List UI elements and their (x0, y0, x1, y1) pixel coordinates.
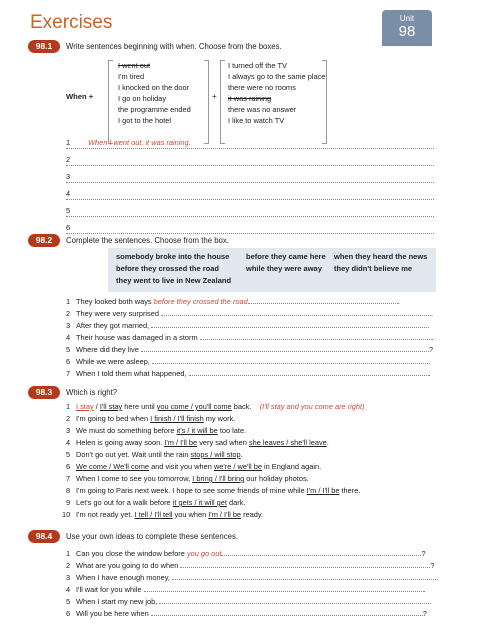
left-bracket-close (204, 60, 209, 144)
right-bracket-close (322, 60, 327, 144)
sentence-text: When I have enough money, (76, 573, 170, 582)
sentence-end: . (397, 297, 400, 306)
answer-text: you go out (186, 549, 222, 558)
choice-item[interactable] (66, 498, 436, 509)
sentence[interactable] (66, 308, 436, 319)
sentence[interactable] (66, 572, 439, 583)
exercise-instruction-2: Complete the sentences. Choose from the box. (66, 236, 229, 245)
sentence-end: . (427, 321, 430, 330)
right-box-item: I always go to the same place (228, 72, 326, 81)
sentence-text: here until (122, 402, 157, 411)
choice-item[interactable] (66, 462, 436, 473)
line-number: 3 (66, 321, 71, 330)
sentence-text: I'm going to Paris next week. I hope to see some friends of mine while (76, 486, 307, 495)
option-text[interactable]: we're / we'll be (213, 462, 262, 471)
line-number: 3 (66, 573, 71, 582)
sentence-text: Will you be here when (76, 609, 149, 618)
sentence-end: . (423, 585, 426, 594)
sentence-text: When I start my new job, (76, 597, 158, 606)
exercise-instruction-3: Which is right? (66, 388, 118, 397)
line-number: 6 (66, 609, 71, 618)
option-text[interactable]: I'll stay (99, 402, 123, 411)
sentence-text: very sad when (197, 438, 249, 447)
sentence[interactable] (66, 596, 436, 607)
sentence-text: I'll wait for you while (76, 585, 142, 594)
sentence-text: ready. (241, 510, 264, 519)
left-bracket-open (108, 60, 113, 144)
right-bracket-open (220, 60, 225, 144)
sentence-text: . (240, 450, 243, 459)
line-number: 2 (66, 155, 71, 164)
separator: / (93, 402, 100, 411)
line-number: 9 (66, 498, 71, 507)
right-box-item: there were no rooms (228, 83, 296, 92)
option-text[interactable]: you come / you'll come (156, 402, 232, 411)
sentence-end: . (431, 309, 434, 318)
sentence-text: you when (172, 510, 209, 519)
line-number: 10 (62, 510, 71, 519)
line-number: 2 (66, 561, 71, 570)
sentence-text: They were very surprised (76, 309, 159, 318)
line-number: 3 (66, 172, 71, 181)
option-text[interactable]: I'm / I'll be (164, 438, 198, 447)
sentence-text: dark. (226, 498, 246, 507)
line-number: 5 (66, 206, 71, 215)
answer-dots (151, 320, 430, 330)
answer-dots (152, 356, 431, 366)
line-number: 5 (66, 450, 71, 459)
answer-text: When I went out, it was raining. (88, 138, 191, 147)
choice-item[interactable] (66, 426, 436, 437)
box-phrase: before they crossed the road (116, 264, 219, 273)
answer-line[interactable] (66, 206, 434, 217)
left-box (118, 60, 191, 126)
option-text[interactable]: it gets / it will get (172, 498, 227, 507)
answer-dots (200, 332, 432, 340)
choice-boxes (108, 60, 328, 144)
line-number: 7 (66, 369, 71, 378)
answer-dots (144, 584, 424, 592)
line-number: 4 (66, 333, 71, 342)
sentence-text: in England again. (261, 462, 322, 471)
unit-tab (382, 10, 432, 46)
answer-dots (141, 344, 429, 352)
answer-dots (221, 548, 421, 556)
sentence-text: I'm not ready yet. (76, 510, 135, 519)
exercise-number-1: 98.1 (28, 40, 60, 53)
option-text[interactable]: stops / will stop (190, 450, 241, 459)
line-number: 1 (66, 549, 71, 558)
line-number: 5 (66, 345, 71, 354)
line-number: 7 (66, 474, 71, 483)
unit-label: Unit (399, 14, 415, 23)
sentence-end: . (436, 573, 439, 582)
sentence-end: ? (421, 549, 426, 558)
answer-text: before they crossed the road (153, 297, 248, 306)
box-phrase: they didn't believe me (334, 264, 413, 273)
choice-box (108, 248, 436, 292)
right-box (228, 60, 325, 126)
answer-dots (159, 596, 432, 606)
when-label: When + (66, 92, 94, 101)
sentence-text: Let's go out for a walk before (76, 498, 173, 507)
sentence-text: Their house was damaged in a storm (76, 333, 198, 342)
answer-dots (161, 308, 434, 318)
example-answer: (I'll stay and you come are right) (259, 402, 365, 411)
line-number: 2 (66, 414, 71, 423)
sentence-text: After they got married, (76, 321, 150, 330)
sentence-text: We must do something before (76, 426, 177, 435)
sentence-text: back. (231, 402, 252, 411)
left-box-item: I got to the hotel (118, 116, 172, 125)
sentence[interactable] (66, 608, 436, 619)
sentence[interactable] (66, 560, 436, 571)
answer-line[interactable] (66, 155, 434, 166)
line-number: 6 (66, 223, 71, 232)
sentence-end: . (428, 369, 431, 378)
sentence-text: While we were asleep, (76, 357, 150, 366)
sentence[interactable] (66, 368, 436, 379)
left-box-item: I go on holiday (118, 94, 167, 103)
option-text[interactable]: I bring / I'll bring (192, 474, 245, 483)
choice-item[interactable] (66, 402, 436, 413)
exercise-instruction-4: Use your own ideas to complete these sentences. (66, 532, 239, 541)
answer-dots (172, 572, 439, 582)
line-number: 4 (66, 438, 71, 447)
sentence-text: there. (339, 486, 361, 495)
line-number: 1 (66, 297, 71, 306)
right-box-item: it was raining (228, 94, 272, 103)
left-box-item: I'm tired (118, 72, 145, 81)
line-number: 8 (66, 486, 71, 495)
choice-item[interactable] (62, 510, 432, 521)
exercise-instruction-1: Write sentences beginning with when. Choose from the boxes. (66, 42, 282, 51)
sentence-text: They looked both ways (76, 297, 152, 306)
exercise-number-3: 98.3 (28, 386, 60, 399)
sentence-end: . (428, 357, 431, 366)
right-box-item: I like to watch TV (228, 116, 285, 125)
sentence-end: ? (428, 345, 434, 354)
choice-item[interactable] (66, 438, 436, 449)
sentence-text: . (326, 438, 329, 447)
sentence-end: . (429, 597, 432, 606)
sentence-text: Can you close the window before (76, 549, 185, 558)
option-text[interactable]: it's / it will be (176, 426, 218, 435)
left-box-item: I went out (118, 61, 151, 70)
left-box-item: I knocked on the door (118, 83, 190, 92)
answer-line[interactable] (66, 138, 434, 149)
plus-sign: + (212, 92, 217, 101)
answer-dots (189, 368, 429, 376)
sentence[interactable] (66, 296, 436, 307)
line-number: 5 (66, 597, 71, 606)
box-phrase: when they heard the news (334, 252, 428, 261)
option-text[interactable]: I finish / I'll finish (150, 414, 204, 423)
sentence[interactable] (66, 344, 436, 355)
sentence-text: and visit you when (149, 462, 214, 471)
exercise-number-4: 98.4 (28, 530, 60, 543)
line-number: 1 (66, 402, 71, 411)
choice-item[interactable] (66, 414, 436, 425)
exercise-number-2: 98.2 (28, 234, 60, 247)
answer-dots (180, 560, 430, 568)
answer-line[interactable] (66, 189, 434, 200)
sentence-text: my work. (203, 414, 236, 423)
answer-line[interactable] (66, 223, 434, 234)
right-box-item: there was no answer (228, 105, 297, 114)
box-phrase: they went to live in New Zealand (116, 276, 232, 285)
answer-line[interactable] (66, 172, 434, 183)
choice-item[interactable] (66, 486, 436, 497)
sentence[interactable] (66, 320, 436, 331)
sentence-text: Where did they live (76, 345, 139, 354)
choice-item[interactable] (66, 474, 436, 485)
option-text[interactable]: We come / We'll come (76, 462, 150, 471)
line-number: 1 (66, 138, 71, 147)
sentence[interactable] (66, 584, 436, 595)
sentence-end: ? (422, 609, 427, 618)
page-title: Exercises (30, 12, 113, 33)
answer-dots (151, 608, 423, 616)
sentence-text: I'm going to bed when (76, 414, 151, 423)
option-text[interactable]: I'm / I'll be (208, 510, 242, 519)
choice-item[interactable] (66, 450, 436, 461)
sentence-text: our holiday photos. (244, 474, 309, 483)
line-number: 6 (66, 462, 71, 471)
sentence-text: When I told them what happened, (76, 369, 187, 378)
line-number: 3 (66, 426, 71, 435)
option-text[interactable]: I stay (76, 402, 94, 411)
line-number: 4 (66, 585, 71, 594)
sentence-end: ? (430, 561, 435, 570)
left-box-item: the programme ended (118, 105, 191, 114)
sentence[interactable] (66, 548, 436, 559)
line-number: 4 (66, 189, 71, 198)
sentence-text: Don't go out yet. Wait until the rain (76, 450, 191, 459)
box-phrase: somebody broke into the house (116, 252, 230, 261)
option-text[interactable]: I tell / I'll tell (134, 510, 173, 519)
right-box-item: I turned off the TV (228, 61, 287, 70)
answer-dots (248, 296, 398, 304)
sentence-text: Helen is going away soon. (76, 438, 165, 447)
sentence-text: too late. (217, 426, 247, 435)
sentence-text: When I come to see you tomorrow, (76, 474, 193, 483)
sentence[interactable] (66, 332, 436, 343)
box-phrase: while they were away (246, 264, 322, 273)
option-text[interactable]: she leaves / she'll leave (248, 438, 327, 447)
unit-number: 98 (398, 23, 416, 40)
sentence-end: . (431, 333, 434, 342)
line-number: 2 (66, 309, 71, 318)
option-text[interactable]: I'm / I'll be (306, 486, 340, 495)
sentence[interactable] (66, 356, 436, 367)
sentence-text: What are you going to do when (76, 561, 179, 570)
box-phrase: before they came here (246, 252, 326, 261)
line-number: 6 (66, 357, 71, 366)
